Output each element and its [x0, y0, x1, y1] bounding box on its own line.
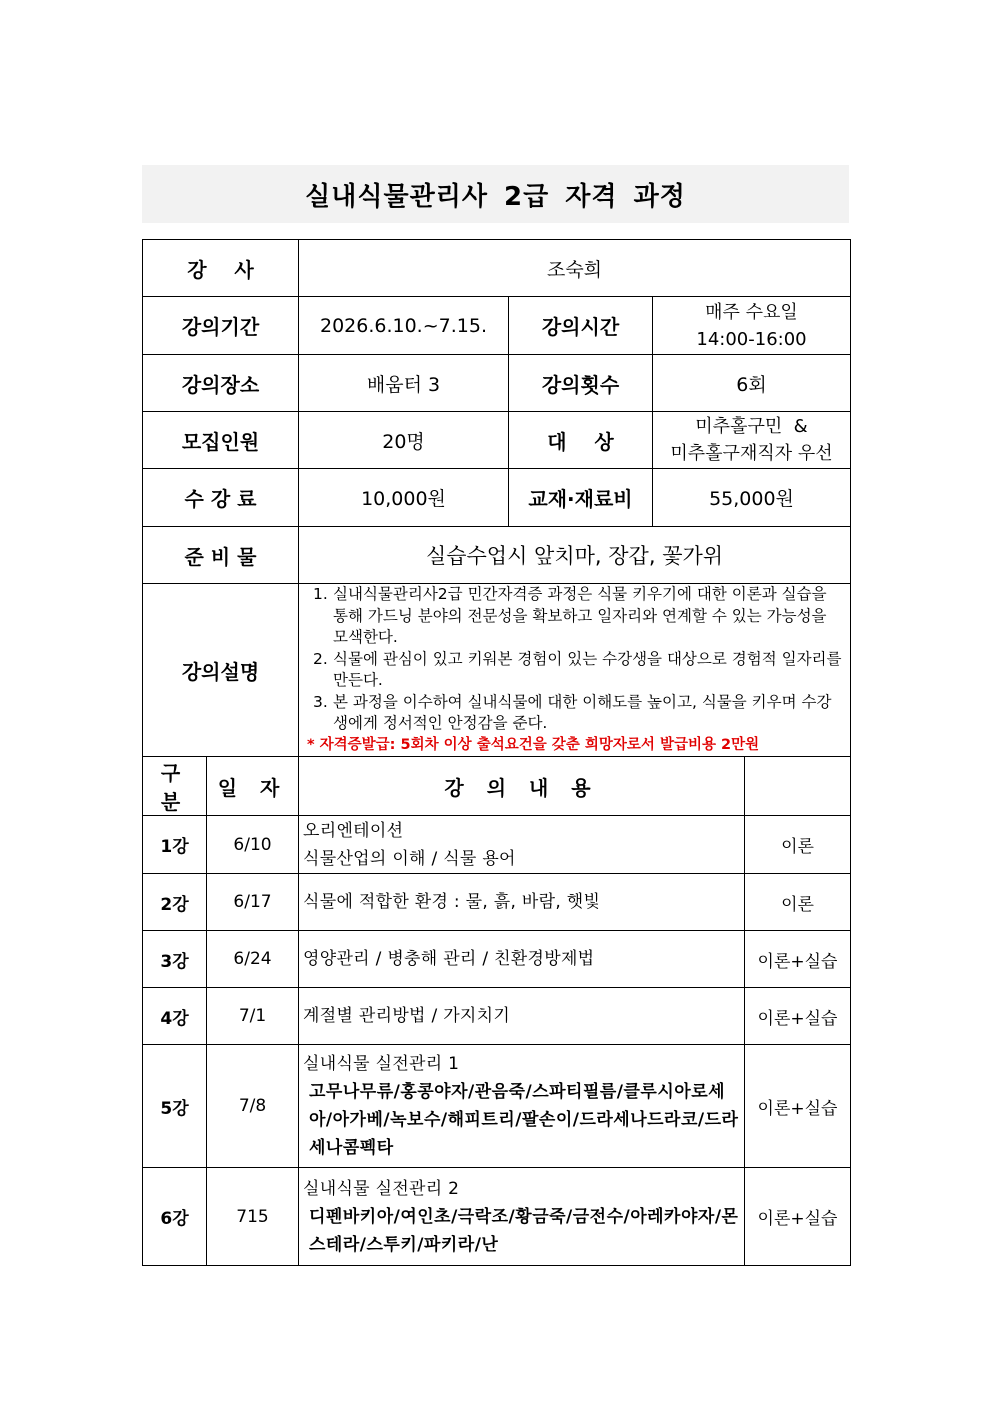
- fee-value: 10,000원: [299, 469, 509, 527]
- table-row: [143, 816, 851, 874]
- col-session-header: 구 분: [143, 757, 207, 816]
- col-date-header: 일 자: [207, 757, 299, 816]
- capacity-row: [143, 412, 851, 469]
- type-cell: 이론+실습: [745, 931, 851, 988]
- content-line: 오리엔테이션: [303, 820, 404, 841]
- content-cell: [299, 1045, 745, 1168]
- date-cell: 7/8: [207, 1045, 299, 1168]
- description-content: [299, 584, 851, 757]
- course-table: [142, 239, 851, 1266]
- table-row: [143, 931, 851, 988]
- content-line: 식물에 적합한 환경 : 물, 흙, 바람, 햇빛: [303, 892, 601, 912]
- certificate-note: * 자격증발급: 5회차 이상 출석요건을 갖춘 희망자로서 발급비용 2만원: [307, 736, 760, 753]
- instructor-label: 강 사: [143, 240, 299, 297]
- content-line: 영양관리 / 병충해 관리 / 친환경방제법: [303, 949, 595, 969]
- time-label: 강의시간: [509, 297, 653, 355]
- table-row: [143, 1168, 851, 1266]
- content-cell: [299, 1168, 745, 1266]
- target-line1: 미추홀구민 &: [695, 416, 808, 437]
- period-row: [143, 297, 851, 355]
- place-row: [143, 355, 851, 412]
- instructor-row: [143, 240, 851, 297]
- content-line: 계절별 관리방법 / 가지치기: [303, 1006, 511, 1026]
- content-cell: [299, 874, 745, 931]
- title-bar: [142, 165, 849, 223]
- capacity-label: 모집인원: [143, 412, 299, 469]
- prep-value: 실습수업시 앞치마, 장갑, 꽃가위: [299, 527, 851, 584]
- table-row: [143, 1045, 851, 1168]
- description-list: [307, 584, 846, 735]
- content-line: 식물산업의 이해 / 식물 용어: [303, 848, 516, 869]
- content-line: 실내식물 실전관리 1: [303, 1054, 460, 1074]
- date-cell: 6/24: [207, 931, 299, 988]
- session-cell: 5강: [143, 1045, 207, 1168]
- instructor-value: 조숙희: [299, 240, 851, 297]
- content-line: 실내식물 실전관리 2: [303, 1178, 460, 1199]
- target-label: 대 상: [509, 412, 653, 469]
- time-line2: 14:00-16:00: [696, 328, 807, 350]
- plant-list: 고무나무류/홍콩야자/관음죽/스파티필름/클루시아로세아/아가베/녹보수/해피트리/팔손이/드라세나드라코/드라세나콤펙타: [309, 1082, 739, 1158]
- date-cell: 715: [207, 1168, 299, 1266]
- prep-label: 준 비 물: [143, 527, 299, 584]
- content-cell: [299, 816, 745, 874]
- description-item: 1. 실내식물관리사2급 민간자격증 과정은 식물 키우기에 대한 이론과 실습을 통해 가드닝 분야의 전문성을 확보하고 일자리와 연계할 수 있는 가능성을 모색한다.: [313, 585, 827, 646]
- session-cell: 4강: [143, 988, 207, 1045]
- target-value: [653, 412, 851, 469]
- content-cell: [299, 988, 745, 1045]
- date-cell: 6/10: [207, 816, 299, 874]
- session-cell: 1강: [143, 816, 207, 874]
- place-value: 배움터 3: [299, 355, 509, 412]
- type-cell: 이론+실습: [745, 1045, 851, 1168]
- session-cell: 3강: [143, 931, 207, 988]
- type-cell: 이론: [745, 816, 851, 874]
- fee-row: [143, 469, 851, 527]
- prep-row: [143, 527, 851, 584]
- description-row: [143, 584, 851, 757]
- count-label: 강의횟수: [509, 355, 653, 412]
- page-title: 실내식물관리사 2급 자격 과정: [305, 181, 686, 212]
- plant-list: 디펜바키아/여인초/극락조/황금죽/금전수/아레카야자/몬스테라/스투키/파키라/난: [309, 1206, 739, 1255]
- type-cell: 이론: [745, 874, 851, 931]
- target-line2: 미추홀구재직자 우선: [670, 443, 833, 464]
- material-label: 교재·재료비: [509, 469, 653, 527]
- period-label: 강의기간: [143, 297, 299, 355]
- session-cell: 6강: [143, 1168, 207, 1266]
- capacity-value: 20명: [299, 412, 509, 469]
- date-cell: 6/17: [207, 874, 299, 931]
- content-cell: [299, 931, 745, 988]
- table-row: [143, 988, 851, 1045]
- material-value: 55,000원: [653, 469, 851, 527]
- type-cell: 이론+실습: [745, 988, 851, 1045]
- count-value: 6회: [653, 355, 851, 412]
- place-label: 강의장소: [143, 355, 299, 412]
- time-value: [653, 297, 851, 355]
- session-cell: 2강: [143, 874, 207, 931]
- period-value: 2026.6.10.~7.15.: [299, 297, 509, 355]
- table-row: [143, 874, 851, 931]
- description-item: 2. 식물에 관심이 있고 키워본 경험이 있는 수강생을 대상으로 경험적 일자리를 만든다.: [313, 649, 842, 689]
- fee-label: 수 강 료: [143, 469, 299, 527]
- schedule-header-row: [143, 757, 851, 816]
- time-line1: 매주 수요일: [705, 301, 798, 323]
- col-type-header: [745, 757, 851, 816]
- description-item: 3. 본 과정을 이수하여 실내식물에 대한 이해도를 높이고, 식물을 키우며 수강생에게 정서적인 안정감을 준다.: [313, 692, 832, 732]
- col-content-header: 강 의 내 용: [299, 757, 745, 816]
- date-cell: 7/1: [207, 988, 299, 1045]
- description-label: 강의설명: [143, 584, 299, 757]
- type-cell: 이론+실습: [745, 1168, 851, 1266]
